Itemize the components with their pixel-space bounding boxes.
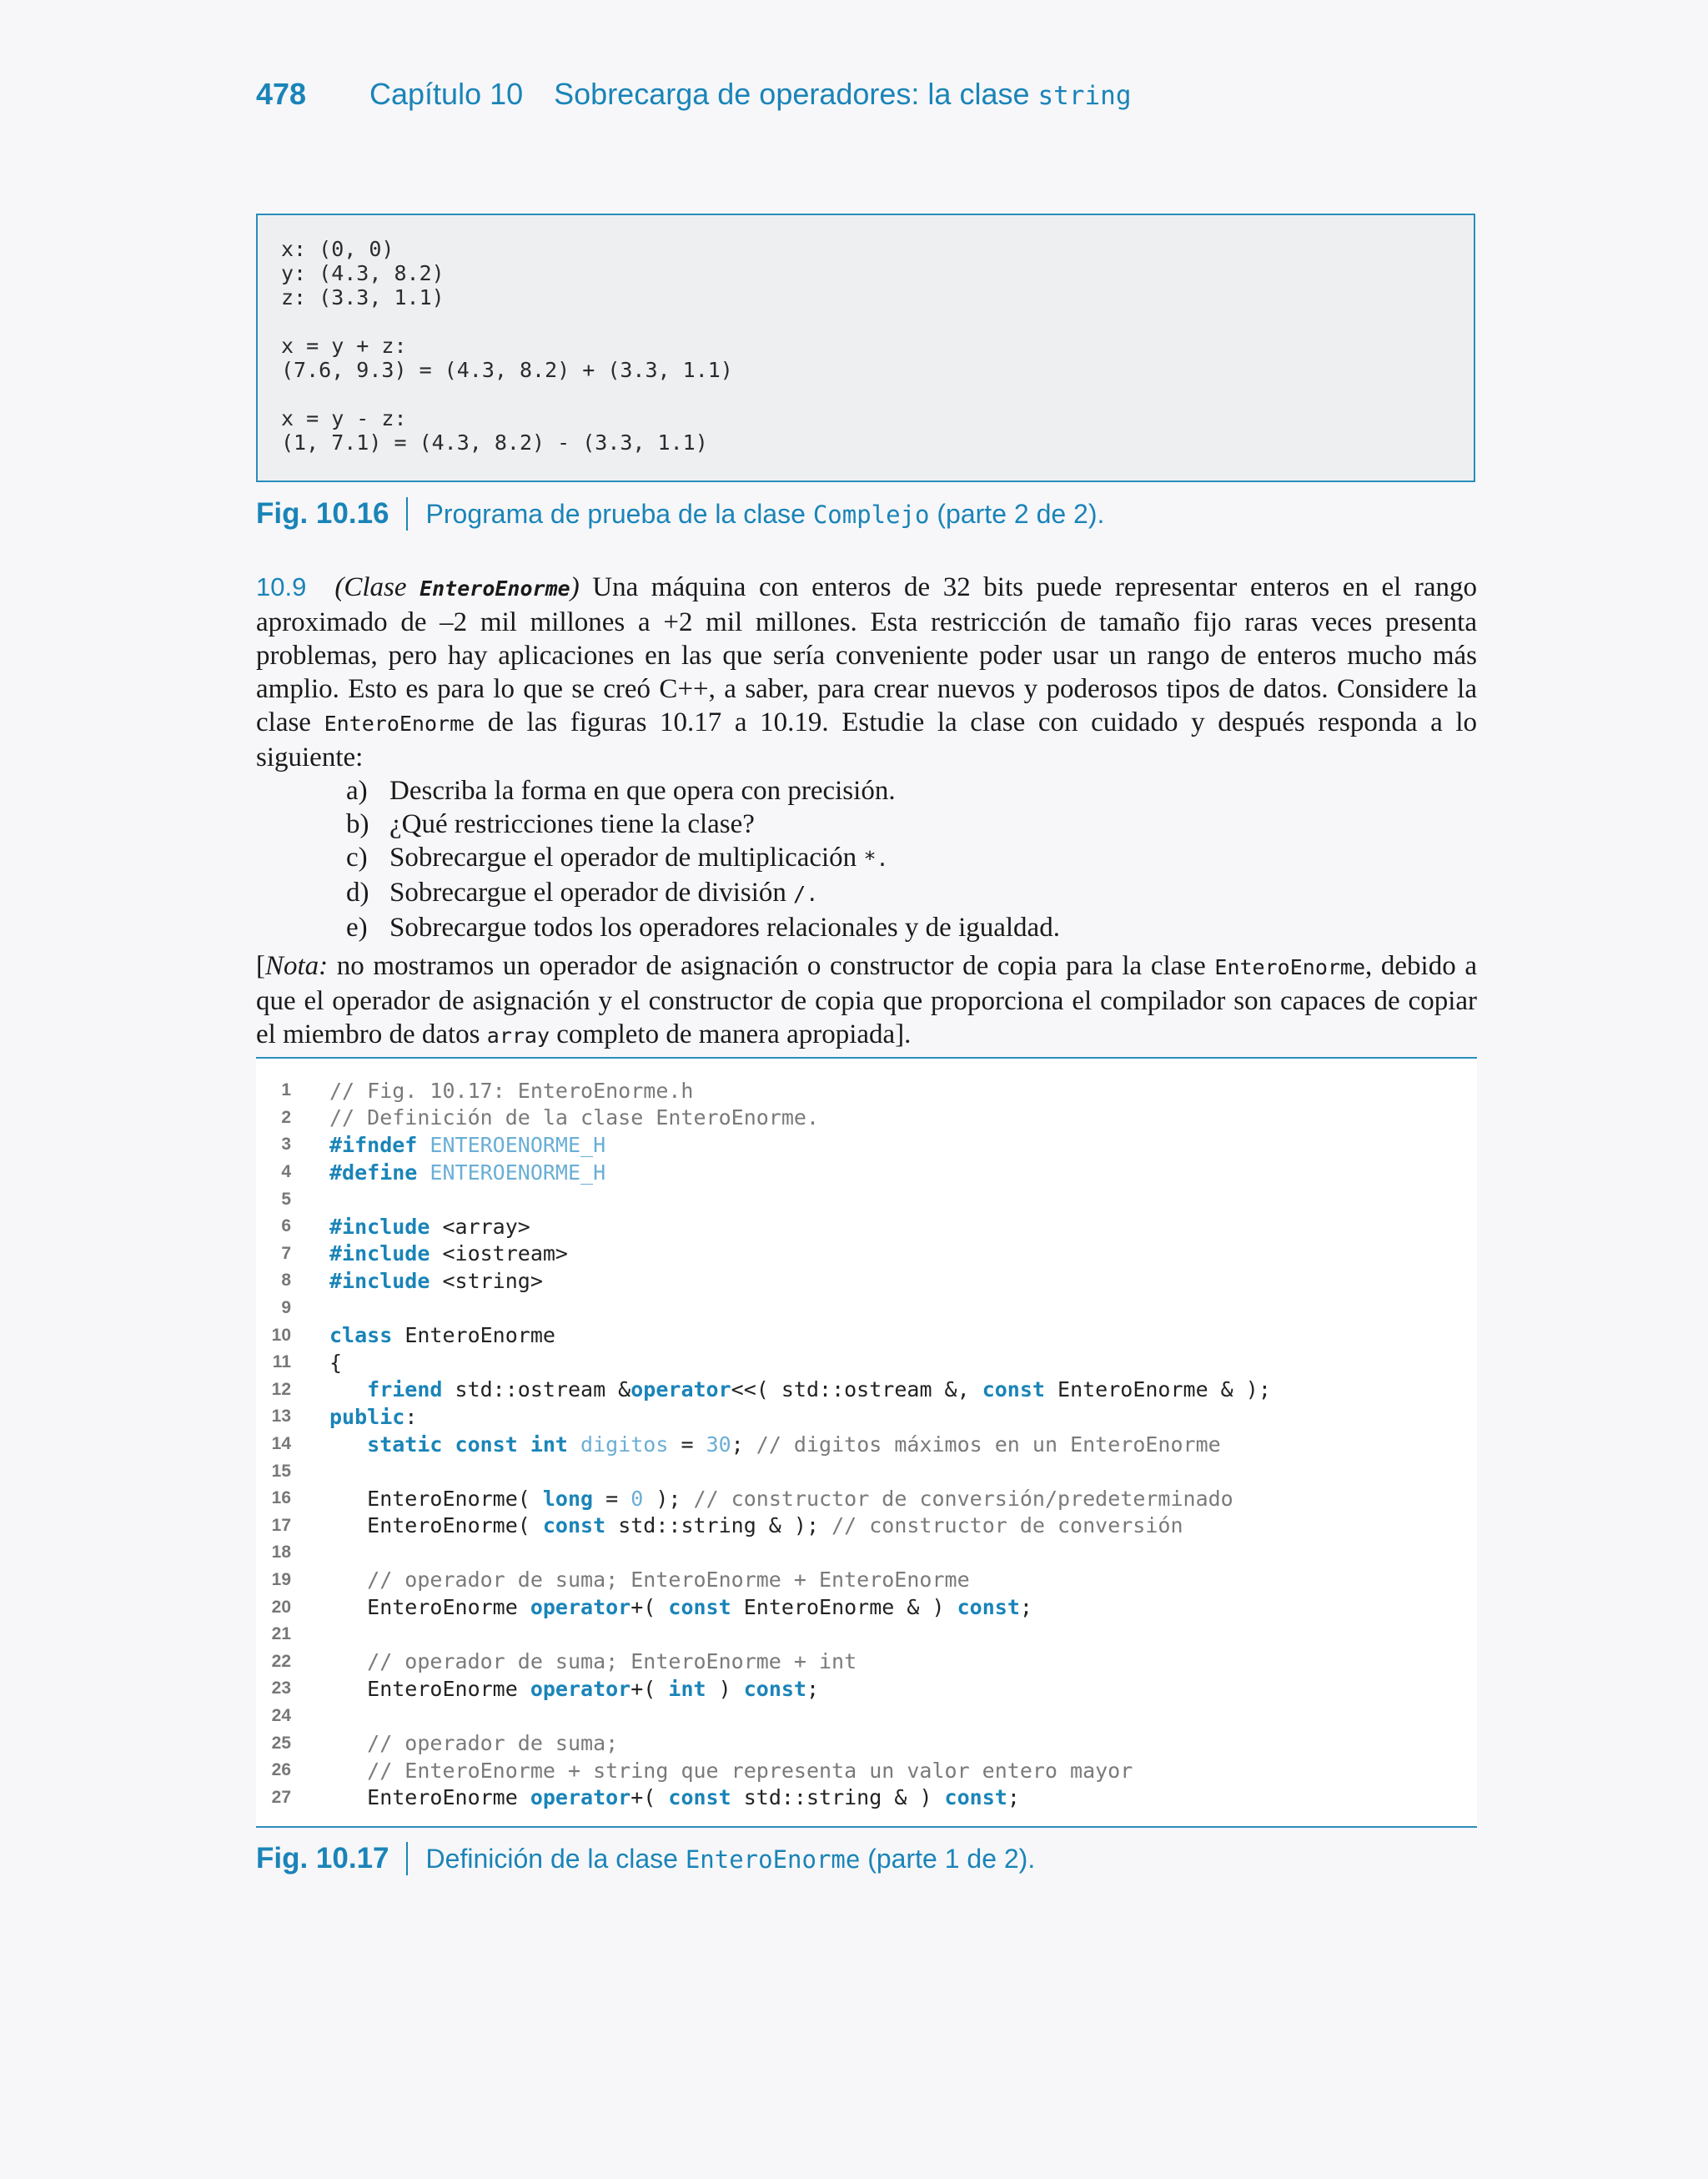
code-literal: ENTEROENORME_H — [430, 1160, 606, 1185]
exercise-item — [346, 808, 1477, 841]
code-text — [329, 1105, 819, 1130]
item-text: Describa la forma en que opera con precisión. — [389, 776, 896, 806]
code-text — [329, 1133, 605, 1157]
code-comment: // digitos máximos en un EnteroEnorme — [756, 1432, 1221, 1457]
line-number: 7 — [281, 1243, 291, 1263]
line-number: 21 — [271, 1624, 291, 1644]
item-letter: e) — [346, 913, 368, 943]
line-number: 9 — [281, 1298, 291, 1318]
code-token: std::string & ); — [605, 1513, 832, 1538]
code-token — [329, 1377, 367, 1402]
code-line — [256, 1457, 1477, 1485]
code-text — [329, 1595, 1032, 1619]
code-line — [256, 1105, 1477, 1132]
line-number: 5 — [281, 1189, 291, 1209]
code-keyword: #include — [329, 1241, 430, 1266]
item-text: Sobrecargue todos los operadores relacionales y de igualdad. — [389, 913, 1060, 943]
chapter-title-code: string — [1037, 81, 1132, 111]
code-keyword: operator — [530, 1676, 631, 1701]
exercise-item — [346, 774, 1477, 808]
code-comment: // constructor de conversión/predeterminado — [693, 1486, 1233, 1511]
code-literal: 30 — [706, 1432, 731, 1457]
code-keyword: #ifndef — [329, 1132, 418, 1157]
code-line — [256, 1621, 1477, 1648]
code-token: = — [668, 1432, 706, 1457]
code-line — [256, 1431, 1477, 1458]
code-keyword: const — [668, 1595, 731, 1620]
code-text — [329, 1649, 857, 1673]
code-line — [256, 1567, 1477, 1594]
code-token: ; — [1007, 1785, 1020, 1810]
chapter-label: Capítulo 10 — [369, 77, 524, 111]
code-text — [329, 1731, 618, 1755]
code-keyword: const — [982, 1377, 1045, 1402]
code-text — [329, 1241, 568, 1266]
code-text — [329, 1215, 530, 1239]
code-token: ; — [1019, 1595, 1032, 1620]
code-token: +( — [630, 1595, 669, 1620]
code-line — [256, 1295, 1477, 1322]
item-text: Sobrecargue el operador de multiplicación *. — [389, 843, 889, 873]
figure-number: Fig. 10.16 — [256, 497, 389, 530]
code-line — [256, 1675, 1477, 1703]
code-comment: // Definición de la clase EnteroEnorme. — [329, 1105, 819, 1130]
line-number: 16 — [271, 1488, 291, 1508]
code-comment: // operador de suma; EnteroEnorme + EnteroEnorme — [367, 1568, 970, 1593]
code-listing — [256, 1057, 1477, 1828]
code-token: +( — [630, 1676, 669, 1701]
code-literal: 0 — [630, 1486, 644, 1511]
code-token: EnteroEnorme — [392, 1323, 555, 1348]
line-number: 27 — [271, 1787, 291, 1807]
code-line — [256, 1185, 1477, 1213]
code-line — [256, 1593, 1477, 1621]
code-text — [329, 1323, 555, 1347]
code-token: <iostream> — [430, 1241, 568, 1266]
code-keyword: operator — [630, 1377, 731, 1402]
code-token: <array> — [430, 1214, 530, 1239]
line-number: 18 — [271, 1542, 291, 1563]
line-number: 4 — [281, 1162, 291, 1182]
code-literal: digitos — [580, 1432, 669, 1457]
code-line — [256, 1240, 1477, 1268]
code-literal: ENTEROENORME_H — [430, 1132, 606, 1157]
code-line — [256, 1403, 1477, 1431]
code-line — [256, 1077, 1477, 1105]
line-number: 1 — [281, 1080, 291, 1100]
code-token — [329, 1568, 367, 1592]
item-text: Sobrecargue el operador de división /. — [389, 878, 819, 908]
item-letter: c) — [346, 843, 368, 873]
line-number: 24 — [271, 1705, 291, 1725]
item-letter: d) — [346, 878, 369, 908]
code-line — [256, 1539, 1477, 1567]
exercise-items — [346, 774, 1477, 944]
code-keyword: #include — [329, 1268, 430, 1293]
code-token: std::string & ) — [731, 1785, 945, 1810]
code-token — [329, 1432, 367, 1457]
output-blank-line — [281, 309, 1450, 334]
code-keyword: class — [329, 1323, 393, 1348]
code-comment: // EnteroEnorme + string que representa un valor entero mayor — [367, 1758, 1133, 1783]
code-token — [329, 1731, 367, 1755]
code-token: EnteroEnorme — [329, 1595, 530, 1620]
code-line — [256, 1784, 1477, 1811]
line-number: 15 — [271, 1461, 291, 1481]
line-number: 3 — [281, 1135, 291, 1155]
code-keyword: static const int — [367, 1432, 568, 1457]
code-line — [256, 1267, 1477, 1295]
exercise-paragraph: 10.9 (Clase EnteroEnorme) Una máquina con enteros de 32 bits puede representar enteros en el rango aproximado de –2 mil millones a +2 mil millones. Esta restricción de tamaño fijo raras veces presenta problemas, pero hay aplicaciones en las que sería conveniente poder usar un rango de enteros mucho más amplio. Esto es para lo que se creó C++, a saber, para crear nuevos y poderosos tipos de datos. Considere la clase EnteroEnorme de las figuras 10.17 a 10.19. Estudie la clase con cuidado y después responda a lo siguiente: — [256, 572, 1478, 772]
code-keyword: const — [542, 1513, 606, 1538]
code-token: { — [329, 1350, 343, 1375]
code-token: std::ostream & — [442, 1377, 631, 1402]
code-token — [417, 1160, 430, 1185]
output-line: y: (4.3, 8.2) — [281, 261, 445, 285]
code-comment: // operador de suma; — [367, 1731, 619, 1756]
code-token: EnteroEnorme & ) — [731, 1595, 957, 1620]
code-keyword: friend — [367, 1377, 443, 1402]
code-text — [329, 1377, 1271, 1402]
code-line — [256, 1213, 1477, 1240]
code-keyword: public — [329, 1404, 405, 1429]
line-number: 12 — [271, 1379, 291, 1399]
output-line: (7.6, 9.3) = (4.3, 8.2) + (3.3, 1.1) — [281, 358, 733, 382]
code-keyword: const — [743, 1676, 806, 1701]
code-text — [329, 1160, 605, 1185]
chapter-title — [554, 77, 1131, 112]
code-token: ) — [706, 1676, 744, 1701]
code-token: = — [593, 1486, 631, 1511]
line-number: 13 — [271, 1407, 291, 1427]
code-text — [329, 1487, 1233, 1511]
line-number: 10 — [271, 1325, 291, 1345]
code-keyword: operator — [530, 1785, 631, 1810]
line-number: 17 — [271, 1515, 291, 1535]
exercise-title: (Clase EnteroEnorme) — [334, 572, 580, 602]
code-line — [256, 1703, 1477, 1730]
code-line — [256, 1376, 1477, 1404]
item-letter: a) — [346, 776, 368, 806]
line-number: 8 — [281, 1271, 291, 1291]
code-line — [256, 1512, 1477, 1540]
code-keyword: operator — [530, 1595, 631, 1620]
code-text — [329, 1351, 342, 1375]
exercise-10-9 — [256, 571, 1477, 1053]
code-token: EnteroEnorme — [329, 1785, 530, 1810]
code-line — [256, 1648, 1477, 1675]
code-line — [256, 1485, 1477, 1512]
line-number: 26 — [271, 1760, 291, 1780]
line-number: 14 — [271, 1434, 291, 1454]
exercise-item — [346, 841, 1477, 876]
code-text — [329, 1568, 970, 1592]
code-text — [329, 1513, 1183, 1537]
code-token: +( — [630, 1785, 669, 1810]
code-token: EnteroEnorme( — [329, 1513, 543, 1538]
code-token: ; — [806, 1676, 820, 1701]
code-text — [329, 1432, 1221, 1457]
code-line — [256, 1729, 1477, 1757]
code-line — [256, 1757, 1477, 1784]
code-comment: // operador de suma; EnteroEnorme + int — [367, 1649, 857, 1674]
figure-text: Definición de la clase EnteroEnorme (parte 1 de 2). — [425, 1843, 1036, 1874]
item-code: *. — [863, 847, 889, 871]
output-line: z: (3.3, 1.1) — [281, 285, 445, 309]
line-number: 25 — [271, 1733, 291, 1753]
line-number: 22 — [271, 1651, 291, 1671]
output-line: x = y + z: — [281, 334, 407, 358]
caption-divider — [406, 1842, 408, 1875]
code-line — [256, 1159, 1477, 1186]
chapter-title-text: Sobrecarga de operadores: la clase — [554, 77, 1030, 111]
code-token — [329, 1759, 367, 1783]
line-number: 20 — [271, 1597, 291, 1617]
code-line — [256, 1349, 1477, 1376]
item-letter: b) — [346, 809, 369, 839]
code-text — [329, 1759, 1133, 1783]
code-keyword: #include — [329, 1214, 430, 1239]
output-line: (1, 7.1) = (4.3, 8.2) - (3.3, 1.1) — [281, 430, 708, 455]
code-token: : — [404, 1404, 418, 1429]
code-token — [417, 1133, 430, 1157]
line-number: 11 — [272, 1352, 291, 1372]
figure-caption-10-16 — [256, 497, 1104, 531]
code-keyword: const — [957, 1595, 1020, 1620]
code-keyword: const — [944, 1785, 1007, 1810]
line-number: 6 — [281, 1216, 291, 1236]
output-blank-line — [281, 382, 1450, 406]
code-comment: // constructor de conversión — [831, 1513, 1183, 1538]
output-line: x = y - z: — [281, 406, 407, 430]
exercise-item — [346, 876, 1477, 911]
page-number: 478 — [256, 77, 307, 111]
code-text — [329, 1405, 417, 1429]
figure-number: Fig. 10.17 — [256, 1842, 389, 1875]
exercise-item — [346, 911, 1477, 944]
line-number: 23 — [271, 1678, 291, 1698]
caption-divider — [406, 497, 408, 531]
program-output — [256, 214, 1475, 482]
code-token: EnteroEnorme & ); — [1044, 1377, 1271, 1402]
code-token: ); — [643, 1486, 694, 1511]
code-keyword: int — [668, 1676, 706, 1701]
code-token: EnteroEnorme — [329, 1676, 530, 1701]
page-header — [256, 77, 1132, 112]
code-keyword: #define — [329, 1160, 418, 1185]
line-number: 2 — [281, 1107, 291, 1127]
code-keyword: const — [668, 1785, 731, 1810]
output-line: x: (0, 0) — [281, 237, 394, 261]
item-text: ¿Qué restricciones tiene la clase? — [389, 809, 755, 839]
code-token: <<( std::ostream &, — [731, 1377, 982, 1402]
code-text — [329, 1785, 1020, 1809]
line-number: 19 — [271, 1569, 291, 1589]
code-token: <string> — [430, 1268, 543, 1293]
code-line — [256, 1131, 1477, 1159]
figure-text: Programa de prueba de la clase Complejo (parte 2 de 2). — [425, 498, 1105, 529]
code-token — [568, 1432, 580, 1457]
item-code: /. — [793, 882, 819, 906]
exercise-note: [Nota: no mostramos un operador de asignación o constructor de copia para la clase EnteroEnorme, debido a que el operador de asignación y el constructor de copia que proporciona el compilador son capaces de copiar el miembro de datos array completo de manera apropiada]. — [256, 951, 1477, 1049]
code-token — [329, 1649, 367, 1673]
code-token: EnteroEnorme( — [329, 1486, 543, 1511]
code-text — [329, 1677, 819, 1701]
figure-caption-10-17 — [256, 1842, 1035, 1875]
exercise-number: 10.9 — [256, 572, 307, 601]
code-keyword: long — [542, 1486, 594, 1511]
code-text — [329, 1079, 694, 1103]
code-line — [256, 1321, 1477, 1349]
code-token: ; — [731, 1432, 756, 1457]
code-comment: // Fig. 10.17: EnteroEnorme.h — [329, 1078, 694, 1103]
code-text — [329, 1269, 543, 1293]
